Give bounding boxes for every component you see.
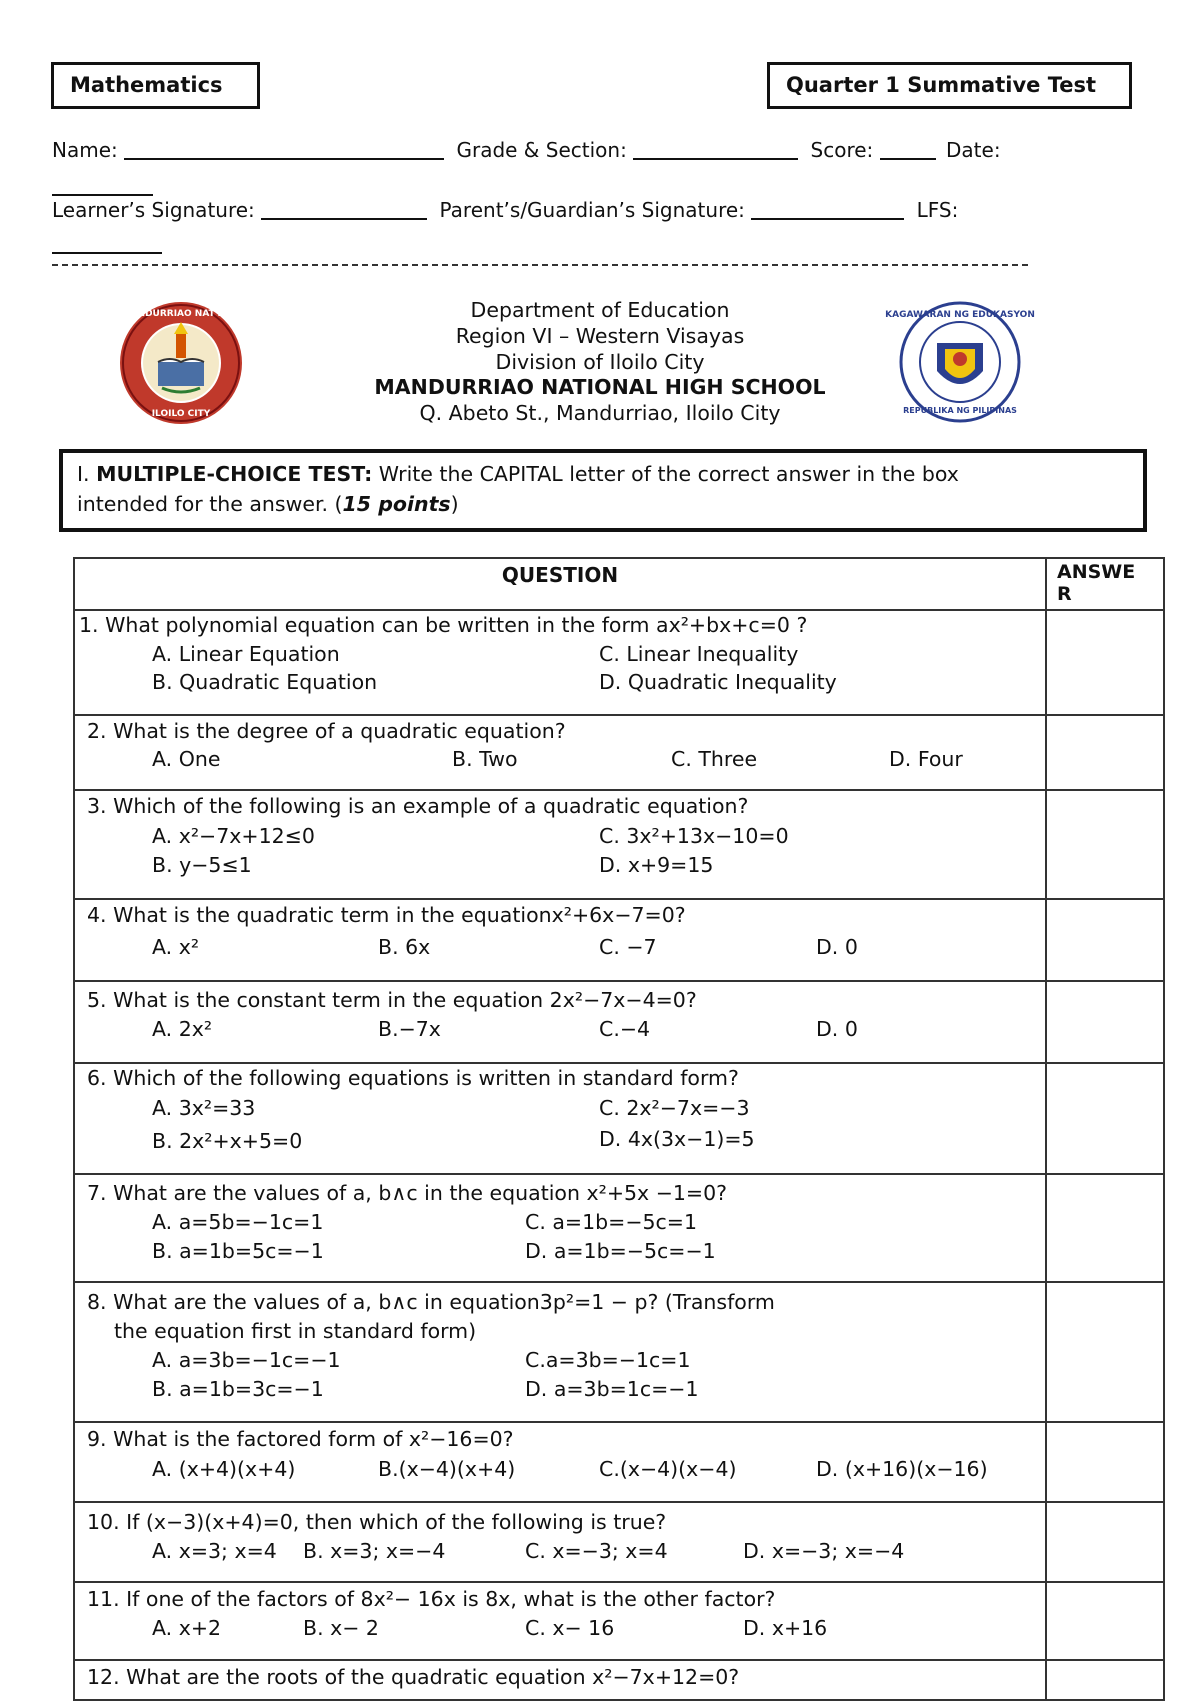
name-field[interactable] [124,138,444,160]
instructions-close: ) [450,492,459,516]
answer-column-header [1046,558,1164,610]
q1-option-c: C. Linear Inequality [599,642,799,666]
dept-line: Department of Education [470,298,730,322]
question-table [73,557,1165,1701]
q8-text: 8. What are the values of a, b∧c in equation3p²=1 − p? (Transform [87,1290,775,1314]
q3-option-c: C. 3x²+13x−10=0 [599,824,789,848]
question-row-3 [74,790,1164,899]
q1-option-b: B. Quadratic Equation [152,670,378,694]
q3-option-a: A. x²−7x+12≤0 [152,824,315,848]
q12-text: 12. What are the roots of the quadratic equation x²−7x+12=0? [87,1665,740,1689]
date-field[interactable] [52,194,153,196]
answer-header-label-2: R [1057,583,1072,605]
q5-option-a: A. 2x² [152,1017,213,1041]
q5-answer-box[interactable] [1046,981,1164,1063]
date-label: Date: [946,138,1001,162]
q5-option-b: B.−7x [378,1017,441,1041]
instructions-text: Write the CAPITAL letter of the correct answer in the box [372,462,959,486]
q8-option-d: D. a=3b=1c=−1 [525,1377,699,1401]
q6-answer-box[interactable] [1046,1063,1164,1174]
q2-answer-box[interactable] [1046,715,1164,790]
instructions-box [59,449,1147,532]
q7-option-b: B. a=1b=5c=−1 [152,1239,324,1263]
q3-answer-box[interactable] [1046,790,1164,899]
parent-signature-label: Parent’s/Guardian’s Signature: [439,198,745,222]
lfs-label: LFS: [916,198,959,222]
q7-option-c: C. a=1b=−5c=1 [525,1210,698,1234]
q6-option-a: A. 3x²=33 [152,1096,256,1120]
learner-signature-label: Learner’s Signature: [52,198,255,222]
instructions-line2: intended for the answer. ( [77,492,343,516]
svg-text:KAGAWARAN NG EDUKASYON: KAGAWARAN NG EDUKASYON [885,310,1035,320]
question-row-11 [74,1582,1164,1660]
question-row-6 [74,1063,1164,1174]
svg-text:ILOILO CITY: ILOILO CITY [151,409,211,419]
q8-option-a: A. a=3b=−1c=−1 [152,1348,341,1372]
q8-text-line2: the equation first in standard form) [114,1319,477,1343]
grade-section-field[interactable] [633,138,798,160]
q11-option-b: B. x− 2 [303,1616,379,1640]
header-fields-line1 [52,138,1001,162]
question-row-12 [74,1660,1164,1700]
q6-option-d: D. 4x(3x−1)=5 [599,1127,755,1151]
q6-option-b: B. 2x²+x+5=0 [152,1129,303,1153]
cut-line [52,264,1028,266]
q11-text: 11. If one of the factors of 8x²− 16x is 8x, what is the other factor? [87,1587,776,1611]
division-line: Division of Iloilo City [495,350,705,374]
q3-option-d: D. x+9=15 [599,853,714,877]
q4-option-b: B. 6x [378,935,431,959]
q10-option-b: B. x=3; x=−4 [303,1539,446,1563]
question-header-label: QUESTION [501,563,619,587]
q4-text: 4. What is the quadratic term in the equationx²+6x−7=0? [87,903,686,927]
q3-option-b: B. y−5≤1 [152,853,252,877]
header-fields-line2 [52,198,958,222]
school-name: MANDURRIAO NATIONAL HIGH SCHOOL [374,375,826,399]
q3-text: 3. Which of the following is an example of a quadratic equation? [87,794,749,818]
q9-option-b: B.(x−4)(x+4) [378,1457,516,1481]
svg-text:REPUBLIKA NG PILIPINAS: REPUBLIKA NG PILIPINAS [903,406,1017,415]
q2-option-d: D. Four [889,747,963,771]
instructions-points: 15 points [342,492,451,516]
q12-answer-box[interactable] [1046,1660,1164,1700]
score-field[interactable] [880,138,936,160]
test-title: Quarter 1 Summative Test [786,73,1097,97]
q7-answer-box[interactable] [1046,1174,1164,1282]
q10-text: 10. If (x−3)(x+4)=0, then which of the following is true? [87,1510,667,1534]
q10-option-d: D. x=−3; x=−4 [743,1539,905,1563]
q5-text: 5. What is the constant term in the equation 2x²−7x−4=0? [87,988,697,1012]
q1-option-d: D. Quadratic Inequality [599,670,837,694]
question-row-10 [74,1502,1164,1582]
learner-signature-field[interactable] [261,198,427,220]
question-row-7 [74,1174,1164,1282]
q11-option-d: D. x+16 [743,1616,828,1640]
question-column-header [74,558,1046,610]
q4-answer-box[interactable] [1046,899,1164,981]
question-row-1 [74,610,1164,715]
q6-text: 6. Which of the following equations is written in standard form? [87,1066,739,1090]
q4-option-a: A. x² [152,935,200,959]
q7-option-a: A. a=5b=−1c=1 [152,1210,324,1234]
q4-option-c: C. −7 [599,935,657,959]
q9-option-a: A. (x+4)(x+4) [152,1457,296,1481]
q2-option-a: A. One [152,747,221,771]
q1-option-a: A. Linear Equation [152,642,340,666]
q1-text: 1. What polynomial equation can be written in the form ax²+bx+c=0 ? [79,613,808,637]
region-line: Region VI – Western Visayas [455,324,745,348]
subject-label: Mathematics [70,73,223,97]
q9-option-d: D. (x+16)(x−16) [816,1457,988,1481]
subject-box [51,62,260,109]
q4-option-d: D. 0 [816,935,858,959]
q7-text: 7. What are the values of a, b∧c in the equation x²+5x −1=0? [87,1181,728,1205]
q8-option-c: C.a=3b=−1c=1 [525,1348,691,1372]
q2-text: 2. What is the degree of a quadratic equation? [87,719,566,743]
q11-option-c: C. x− 16 [525,1616,615,1640]
instructions-prefix: I. [77,462,97,486]
q9-answer-box[interactable] [1046,1422,1164,1502]
lfs-field[interactable] [52,252,162,254]
q10-option-c: C. x=−3; x=4 [525,1539,668,1563]
q6-option-c: C. 2x²−7x=−3 [599,1096,750,1120]
table-header-row [74,558,1164,610]
q5-option-d: D. 0 [816,1017,858,1041]
q11-option-a: A. x+2 [152,1616,222,1640]
q7-option-d: D. a=1b=−5c=−1 [525,1239,716,1263]
q8-answer-box[interactable] [1046,1282,1164,1422]
question-row-5 [74,981,1164,1063]
test-title-box [767,62,1132,109]
q8-option-b: B. a=1b=3c=−1 [152,1377,324,1401]
q5-option-c: C.−4 [599,1017,651,1041]
score-label: Score: [810,138,874,162]
q9-option-c: C.(x−4)(x−4) [599,1457,737,1481]
q9-text: 9. What is the factored form of x²−16=0? [87,1427,514,1451]
question-row-9 [74,1422,1164,1502]
svg-text:MANDURRIAO NAT'L HS: MANDURRIAO NAT'L HS [121,309,241,319]
name-label: Name: [52,138,118,162]
q10-option-a: A. x=3; x=4 [152,1539,277,1563]
q11-answer-box[interactable] [1046,1582,1164,1660]
answer-header-label-1: ANSWE [1057,561,1136,583]
school-address: Q. Abeto St., Mandurriao, Iloilo City [419,401,781,425]
instructions-heading: MULTIPLE-CHOICE TEST: [96,462,373,486]
question-row-8 [74,1282,1164,1422]
q10-answer-box[interactable] [1046,1502,1164,1582]
q2-option-c: C. Three [671,747,758,771]
parent-signature-field[interactable] [751,198,904,220]
grade-section-label: Grade & Section: [456,138,627,162]
question-row-2 [74,715,1164,790]
question-row-4 [74,899,1164,981]
q1-answer-box[interactable] [1046,610,1164,715]
q2-option-b: B. Two [452,747,518,771]
